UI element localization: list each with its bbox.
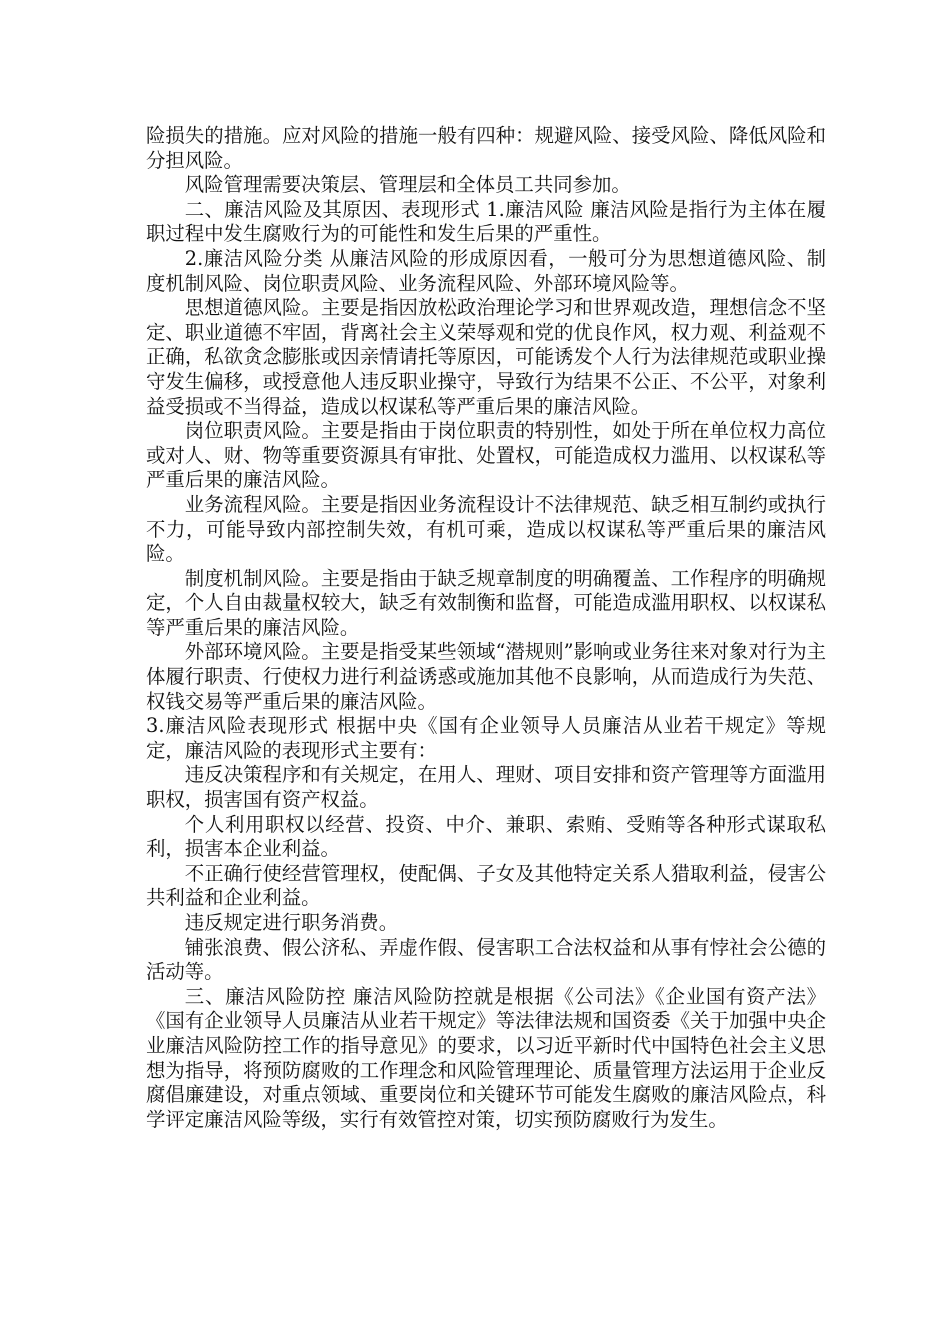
paragraph-position-risk: 岗位职责风险。主要是指由于岗位职责的特别性，如处于所在单位权力高位或对人、财、物等重要资源具有审批、处置权，可能造成权力滥用、以权谋私等严重后果的廉洁风险。 xyxy=(146,419,826,492)
paragraph-system-risk: 制度机制风险。主要是指由于缺乏规章制度的明确覆盖、工作程序的明确规定，个人自由裁量权较大，缺乏有效制衡和监督，可能造成滥用职权、以权谋私等严重后果的廉洁风险。 xyxy=(146,566,826,639)
paragraph-risk-categories: 2.廉洁风险分类 从廉洁风险的形成原因看，一般可分为思想道德风险、制度机制风险、岗位职责风险、业务流程风险、外部环境风险等。 xyxy=(146,246,826,295)
document-body xyxy=(146,0,826,1132)
paragraph-form-decision-violation: 违反决策程序和有关规定，在用人、理财、项目安排和资产管理等方面滥用职权，损害国有资产权益。 xyxy=(146,763,826,812)
paragraph-risk-forms-heading: 3.廉洁风险表现形式 根据中央《国有企业领导人员廉洁从业若干规定》等规定，廉洁风险的表现形式主要有： xyxy=(146,714,826,762)
paragraph-process-risk: 业务流程风险。主要是指因业务流程设计不法律规范、缺乏相互制约或执行不力，可能导致内部控制失效，有机可乘，造成以权谋私等严重后果的廉洁风险。 xyxy=(146,492,826,566)
paragraph-environment-risk: 外部环境风险。主要是指受某些领域“潜规则”影响或业务往来对象对行为主体履行职责、行使权力进行利益诱惑或施加其他不良影响，从而造成行为失范、 权钱交易等严重后果的廉洁风险。 xyxy=(146,640,826,713)
paragraph-form-consumption: 违反规定进行职务消费。 xyxy=(184,911,399,934)
paragraph-form-relatives: 不正确行使经营管理权，使配偶、子女及其他特定关系人猎取利益，侵害公共利益和企业利益。 xyxy=(146,861,826,910)
paragraph-section-two-heading: 二、廉洁风险及其原因、表现形式 1.廉洁风险 廉洁风险是指行为主体在履职过程中发生腐败行为的可能性和发生后果的严重性。 xyxy=(146,197,826,246)
paragraph-form-private-gain: 个人利用职权以经营、投资、中介、兼职、索贿、受贿等各种形式谋取私利，损害本企业利益。 xyxy=(146,812,826,861)
paragraph-moral-risk: 思想道德风险。主要是指因放松政治理论学习和世界观改造，理想信念不坚定、职业道德不牢固，背离社会主义荣辱观和党的优良作风，权力观、利益观不正确，私欲贪念膨胀或因亲情请托等原因，可能诱发个人行为法律规范或职业操守发生偏移，或授意他人违反职业操守，导致行为结果不公正、不公平，对象利益受损或不当得益，造成以权谋私等严重后果的廉洁风险。 xyxy=(146,296,826,418)
paragraph-section-three: 三、廉洁风险防控 廉洁风险防控就是根据《公司法》《企业国有资产法》《国有企业领导人员廉洁从业若干规定》等法律法规和国资委《关于加强中央企业廉洁风险防控工作的指导意见》的要求，以习近平新时代中国特色社会主义思想为指导，将预防腐败的工作理念和风险管理理论、质量管理方法运用于企业反腐倡廉建设，对重点领域、重要岗位和关键环节可能发生腐败的廉洁风险点，科学评定廉洁风险等级，实行有效管控对策，切实预防腐败行为发生。 xyxy=(146,984,826,1131)
paragraph-risk-management: 风险管理需要决策层、管理层和全体员工共同参加。 xyxy=(184,173,631,197)
paragraph-risk-measures: 险损失的措施。应对风险的措施一般有四种：规避风险、接受风险、降低风险和分担风险。 xyxy=(146,124,826,172)
paragraph-form-waste: 铺张浪费、假公济私、弄虚作假、侵害职工合法权益和从事有悖社会公德的活动等。 xyxy=(146,935,826,984)
